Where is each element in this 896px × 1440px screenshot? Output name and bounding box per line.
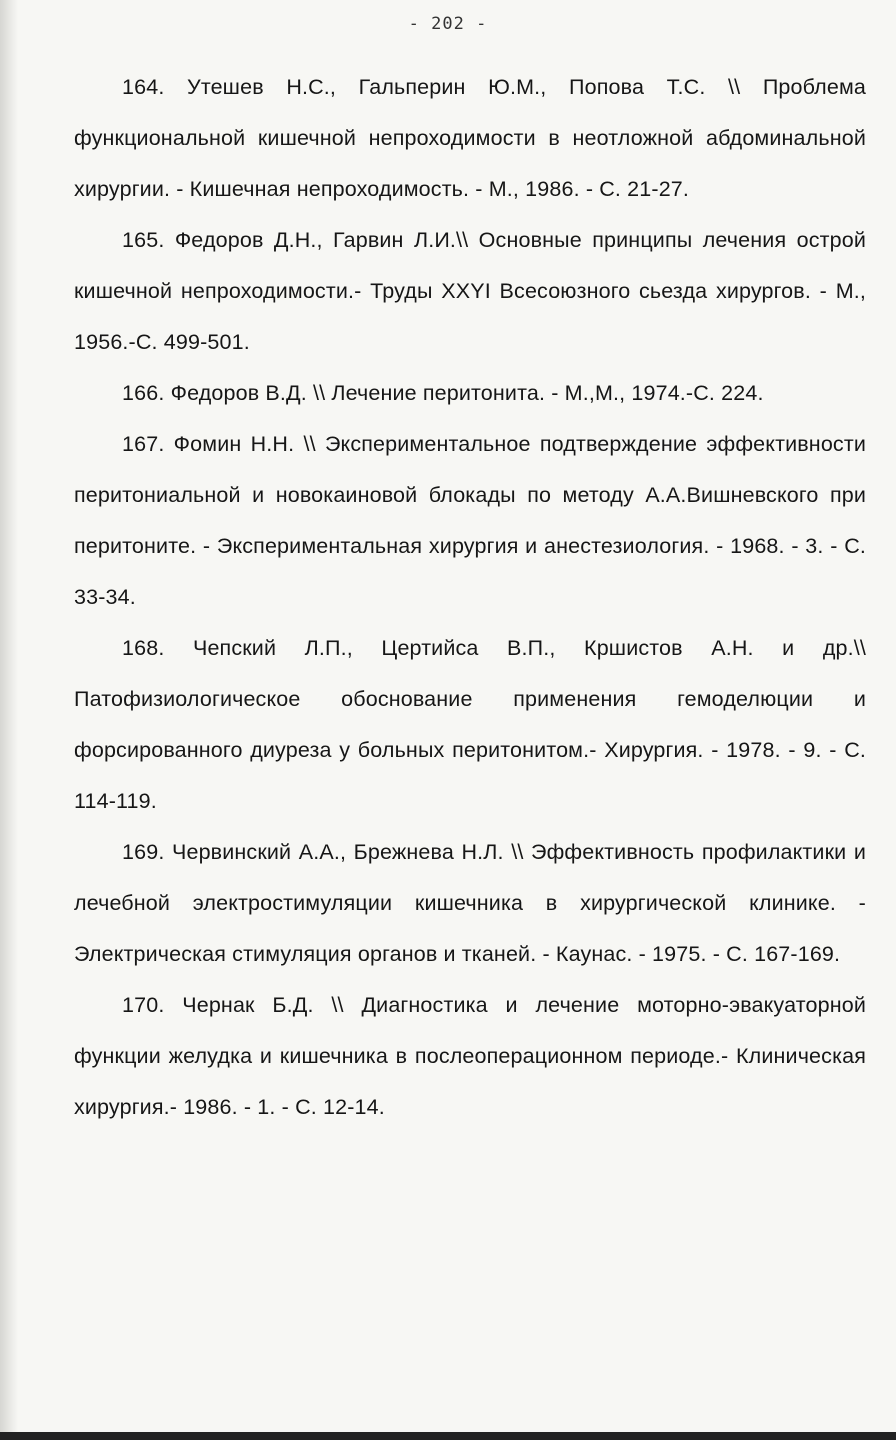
page-number: - 202 - xyxy=(408,14,488,34)
reference-168: 168. Чепский Л.П., Цертийса В.П., Кршистов А.Н. и др.\\ Патофизиологическое обоснование применения гемоделюции и форсированного диуреза у больных перитонитом.- Хирургия. - 1978. - 9. - С. 114-119. xyxy=(74,636,866,813)
reference-166: 166. Федоров В.Д. \\ Лечение перитонита. - М.,М., 1974.-С. 224. xyxy=(122,381,764,405)
reference-165: 165. Федоров Д.Н., Гарвин Л.И.\\ Основные принципы лечения острой кишечной непроходимости.- Труды XXYI Всесоюзного сьезда хирургов. - М., 1956.-С. 499-501. xyxy=(74,228,866,354)
reference-167: 167. Фомин Н.Н. \\ Экспериментальное подтверждение эффективности перитониальной и новокаиновой блокады по методу А.А.Вишневского при перитоните. - Экспериментальная хирургия и анестезиология. - 1968. - 3. - С. 33-34. xyxy=(74,432,866,609)
reference-169: 169. Червинский А.А., Брежнева Н.Л. \\ Эффективность профилактики и лечебной электростимуляции кишечника в хирургической клинике. - Электрическая стимуляция органов и тканей. - Каунас. - 1975. - С. 167-169. xyxy=(74,840,866,966)
reference-list xyxy=(74,62,866,1133)
reference-164: 164. Утешев Н.С., Гальперин Ю.М., Попова Т.С. \\ Проблема функциональной кишечной непроходимости в неотложной абдоминальной хирургии. - Кишечная непроходимость. - М., 1986. - С. 21-27. xyxy=(74,75,866,201)
scan-bottom-edge xyxy=(0,1432,896,1440)
reference-170: 170. Чернак Б.Д. \\ Диагностика и лечение моторно-эвакуаторной функции желудка и кишечника в послеоперационном периоде.- Клиническая хирургия.- 1986. - 1. - С. 12-14. xyxy=(74,993,866,1119)
